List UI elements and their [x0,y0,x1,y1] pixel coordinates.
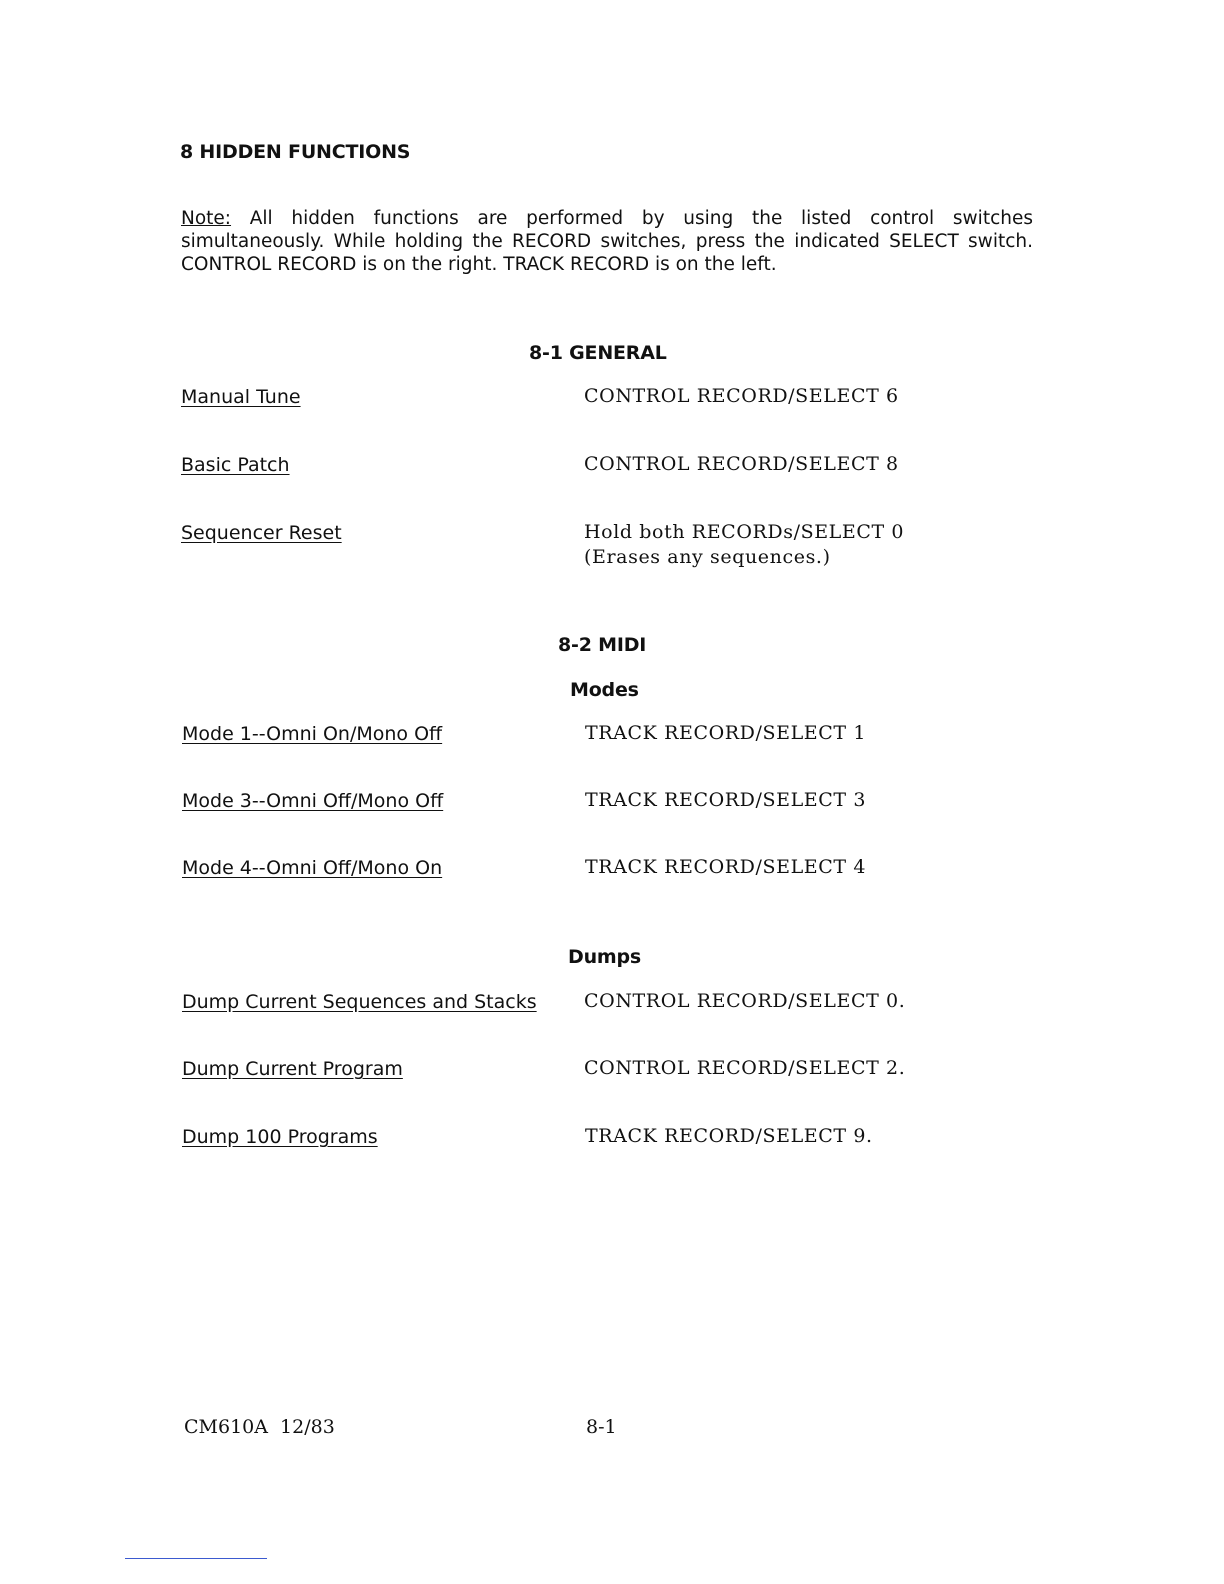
footer-page-number: 8-1 [586,1416,617,1438]
section-heading-general: 8-1 GENERAL [529,342,667,364]
dump-row-label: Dump Current Sequences and Stacks [182,991,537,1013]
subheading-modes: Modes [570,679,639,701]
footer-document-id: CM610A 12/83 [184,1416,335,1438]
general-row-label: Manual Tune [181,386,301,408]
mode-row-label: Mode 4--Omni Off/Mono On [182,857,443,879]
bottom-divider [125,1558,267,1559]
note-text: All hidden functions are performed by using the listed control switches simultaneously. While holding the RECORD switches, press the indicated SELECT switch. CONTROL RECORD is on the right. TRACK RECORD is on the left. [181,208,1033,275]
note-lead: Note: [181,208,232,229]
subheading-dumps: Dumps [568,946,642,968]
mode-row-label: Mode 3--Omni Off/Mono Off [182,790,444,812]
general-row-value: CONTROL RECORD/SELECT 8 [584,453,899,475]
note-paragraph [181,207,1033,276]
general-row-value: CONTROL RECORD/SELECT 6 [584,385,899,407]
general-row-value-main: Hold both RECORDs/SELECT 0 [584,521,905,543]
section-heading-midi: 8-2 MIDI [558,634,647,656]
dump-row-label: Dump Current Program [182,1058,403,1080]
general-row-label: Basic Patch [181,454,290,476]
dump-row-value: TRACK RECORD/SELECT 9. [585,1125,873,1147]
page-title: 8 HIDDEN FUNCTIONS [180,141,411,163]
mode-row-value: TRACK RECORD/SELECT 1 [585,722,867,744]
mode-row-label: Mode 1--Omni On/Mono Off [182,723,443,745]
dump-row-value: CONTROL RECORD/SELECT 2. [584,1057,906,1079]
mode-row-value: TRACK RECORD/SELECT 4 [585,856,867,878]
mode-row-value: TRACK RECORD/SELECT 3 [585,789,867,811]
general-row-value-note: (Erases any sequences.) [584,546,831,568]
dump-row-value: CONTROL RECORD/SELECT 0. [584,990,906,1012]
general-row-value [584,521,904,569]
dump-row-label: Dump 100 Programs [182,1126,378,1148]
general-row-label: Sequencer Reset [181,522,342,544]
